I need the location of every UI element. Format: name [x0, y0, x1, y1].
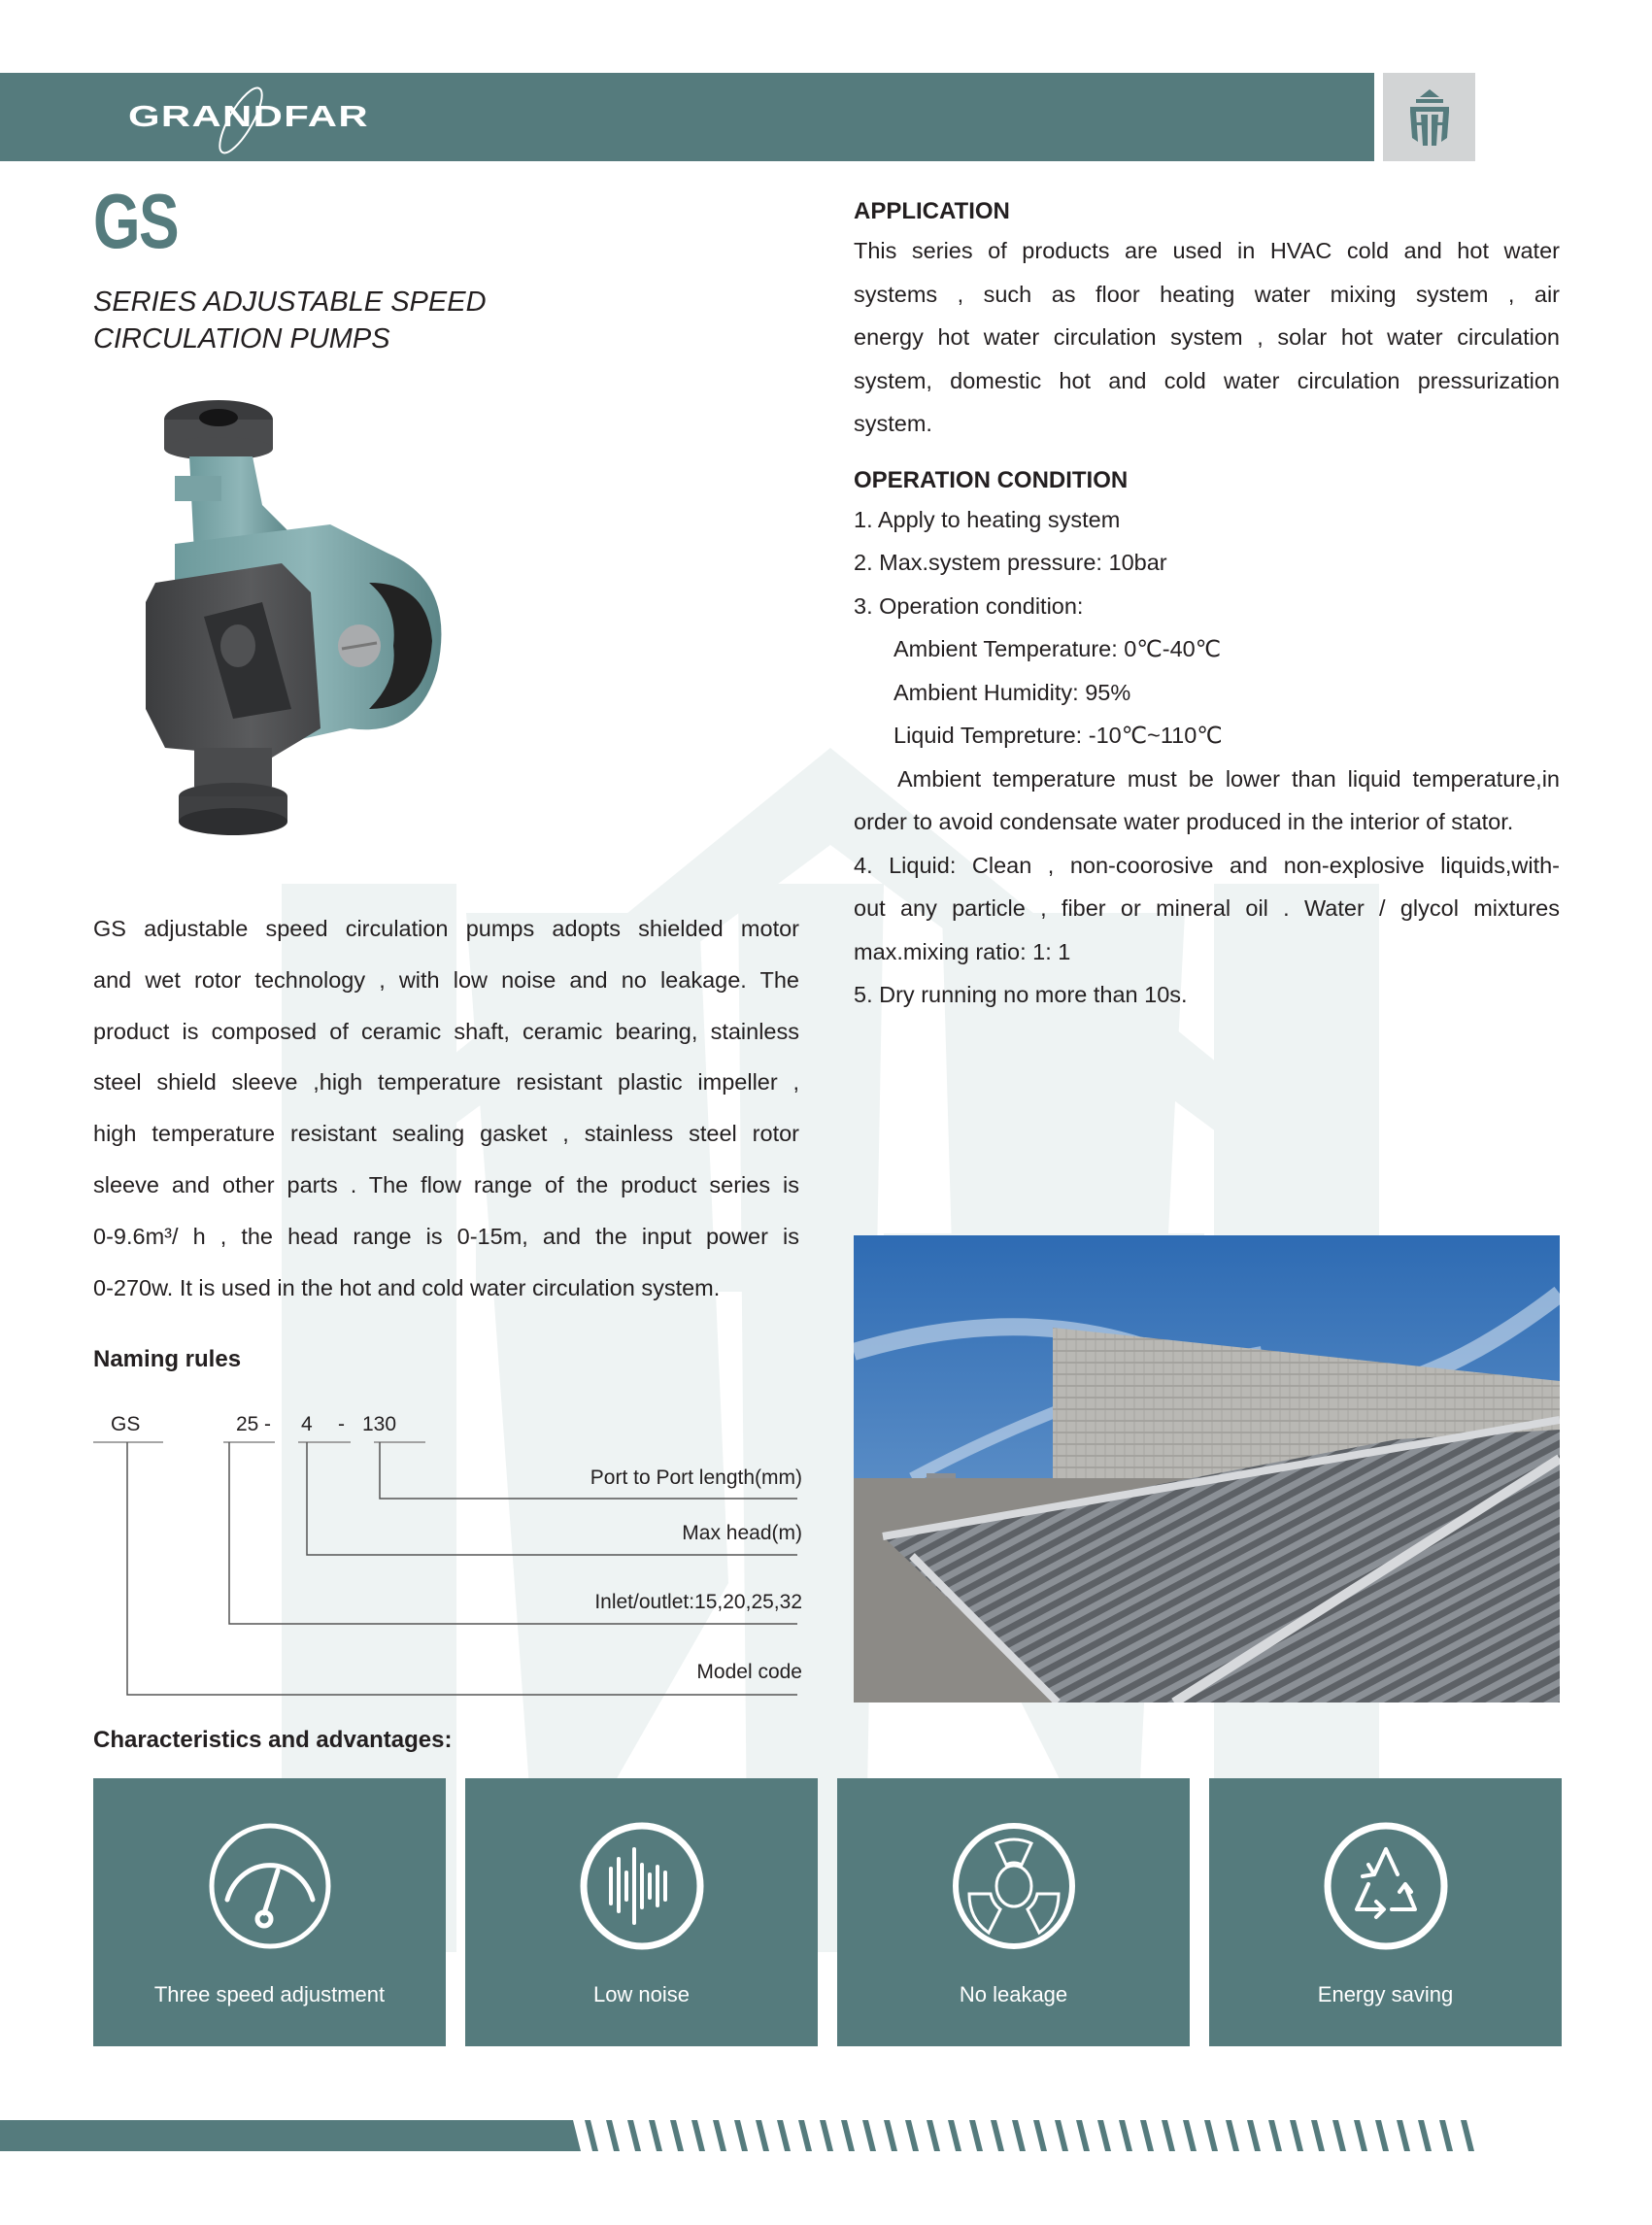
label-head: Max head(m): [682, 1522, 802, 1544]
condition-item: Ambient Temperature: 0℃-40℃: [893, 636, 1222, 661]
model-title: GS: [93, 178, 179, 264]
product-description: GS adjustable speed circulation pumps adopts shielded motor and wet rotor technology , with low noise and no leakage. The product is composed of ceramic shaft, ceramic bearing, stainless steel shield sleeve ,high temperature resistant plastic impeller , high temperature resistant sealing gasket , stainless steel rotor sleeve and other parts . The flow range of the product series is 0-9.6m³/ h , the head range is 0-15m, and the input power is 0-270w. It is used in the hot and cold water circulation system.: [93, 916, 799, 1300]
feature-card-noise: [465, 1778, 818, 2046]
naming-rules-heading: Naming rules: [93, 1346, 242, 1372]
operation-item: 3. Operation condition:: [854, 592, 1084, 619]
liquid-item: 4. Liquid: Clean , non-coorosive and non-explosive liquids,with-: [854, 852, 1560, 878]
code-inlet: 25: [236, 1413, 259, 1435]
application-text: This series of products are used in HVAC cold and hot water systems , such as floor heating water mixing system , air energy hot water circulation system , solar hot water circulation system, domestic hot and cold water circulation pressurization system.: [854, 238, 1560, 436]
code-separator: -: [338, 1413, 345, 1435]
footer-stripe-bar: [0, 2120, 1496, 2151]
condition-note: order to avoid condensate water produced in the interior of stator.: [854, 809, 1514, 834]
feature-label: Energy saving: [1317, 1982, 1454, 2006]
pump-product-image: [136, 398, 466, 845]
code-length: 130: [362, 1413, 397, 1435]
label-length: Port to Port length(mm): [590, 1466, 802, 1489]
sound-wave-icon: [578, 1822, 706, 1950]
operation-item: 5. Dry running no more than 10s.: [854, 982, 1188, 1007]
condition-note: Ambient temperature must be lower than liquid temperature,in: [897, 765, 1560, 792]
fan-impeller-icon: [950, 1822, 1078, 1950]
feature-card-leakage: [837, 1778, 1190, 2046]
liquid-item: out any particle , fiber or mineral oil . Water / glycol mixtures: [854, 895, 1560, 921]
code-model: GS: [111, 1413, 141, 1435]
operation-item: 1. Apply to heating system: [854, 506, 1121, 532]
brand-logo: [124, 89, 435, 148]
operation-item: 2. Max.system pressure: 10bar: [854, 550, 1167, 575]
gauge-icon: [206, 1822, 334, 1950]
naming-rules-diagram: [93, 1413, 802, 1704]
characteristics-cards: [93, 1778, 1562, 2048]
recycle-icon: [1322, 1822, 1450, 1950]
feature-label: Three speed adjustment: [153, 1982, 386, 2006]
condition-item: Ambient Humidity: 95%: [893, 679, 1131, 705]
code-separator: -: [264, 1413, 271, 1435]
brand-badge: [1383, 73, 1475, 161]
brand-name: GRANDFAR: [128, 99, 369, 133]
liquid-item: max.mixing ratio: 1: 1: [854, 938, 1071, 964]
label-inlet: Inlet/outlet:15,20,25,32: [594, 1591, 802, 1613]
feature-card-energy: [1209, 1778, 1562, 2046]
feature-label: No leakage: [959, 1982, 1068, 2006]
feature-label: Low noise: [592, 1982, 691, 2006]
product-subtitle: SERIES ADJUSTABLE SPEED CIRCULATION PUMPS: [93, 287, 487, 354]
condition-item: Liquid Tempreture: -10℃~110℃: [893, 723, 1223, 748]
feature-card-speed: [93, 1778, 446, 2046]
operation-list: [854, 498, 1560, 1017]
characteristics-heading: Characteristics and advantages:: [93, 1727, 453, 1753]
right-column: [854, 194, 1560, 1017]
solar-collector-photo: [854, 1235, 1560, 1702]
application-heading: APPLICATION: [854, 198, 1010, 224]
label-model: Model code: [696, 1661, 802, 1683]
grandfar-emblem-icon: [1402, 87, 1457, 148]
code-head: 4: [301, 1413, 313, 1435]
operation-heading: OPERATION CONDITION: [854, 466, 1129, 493]
